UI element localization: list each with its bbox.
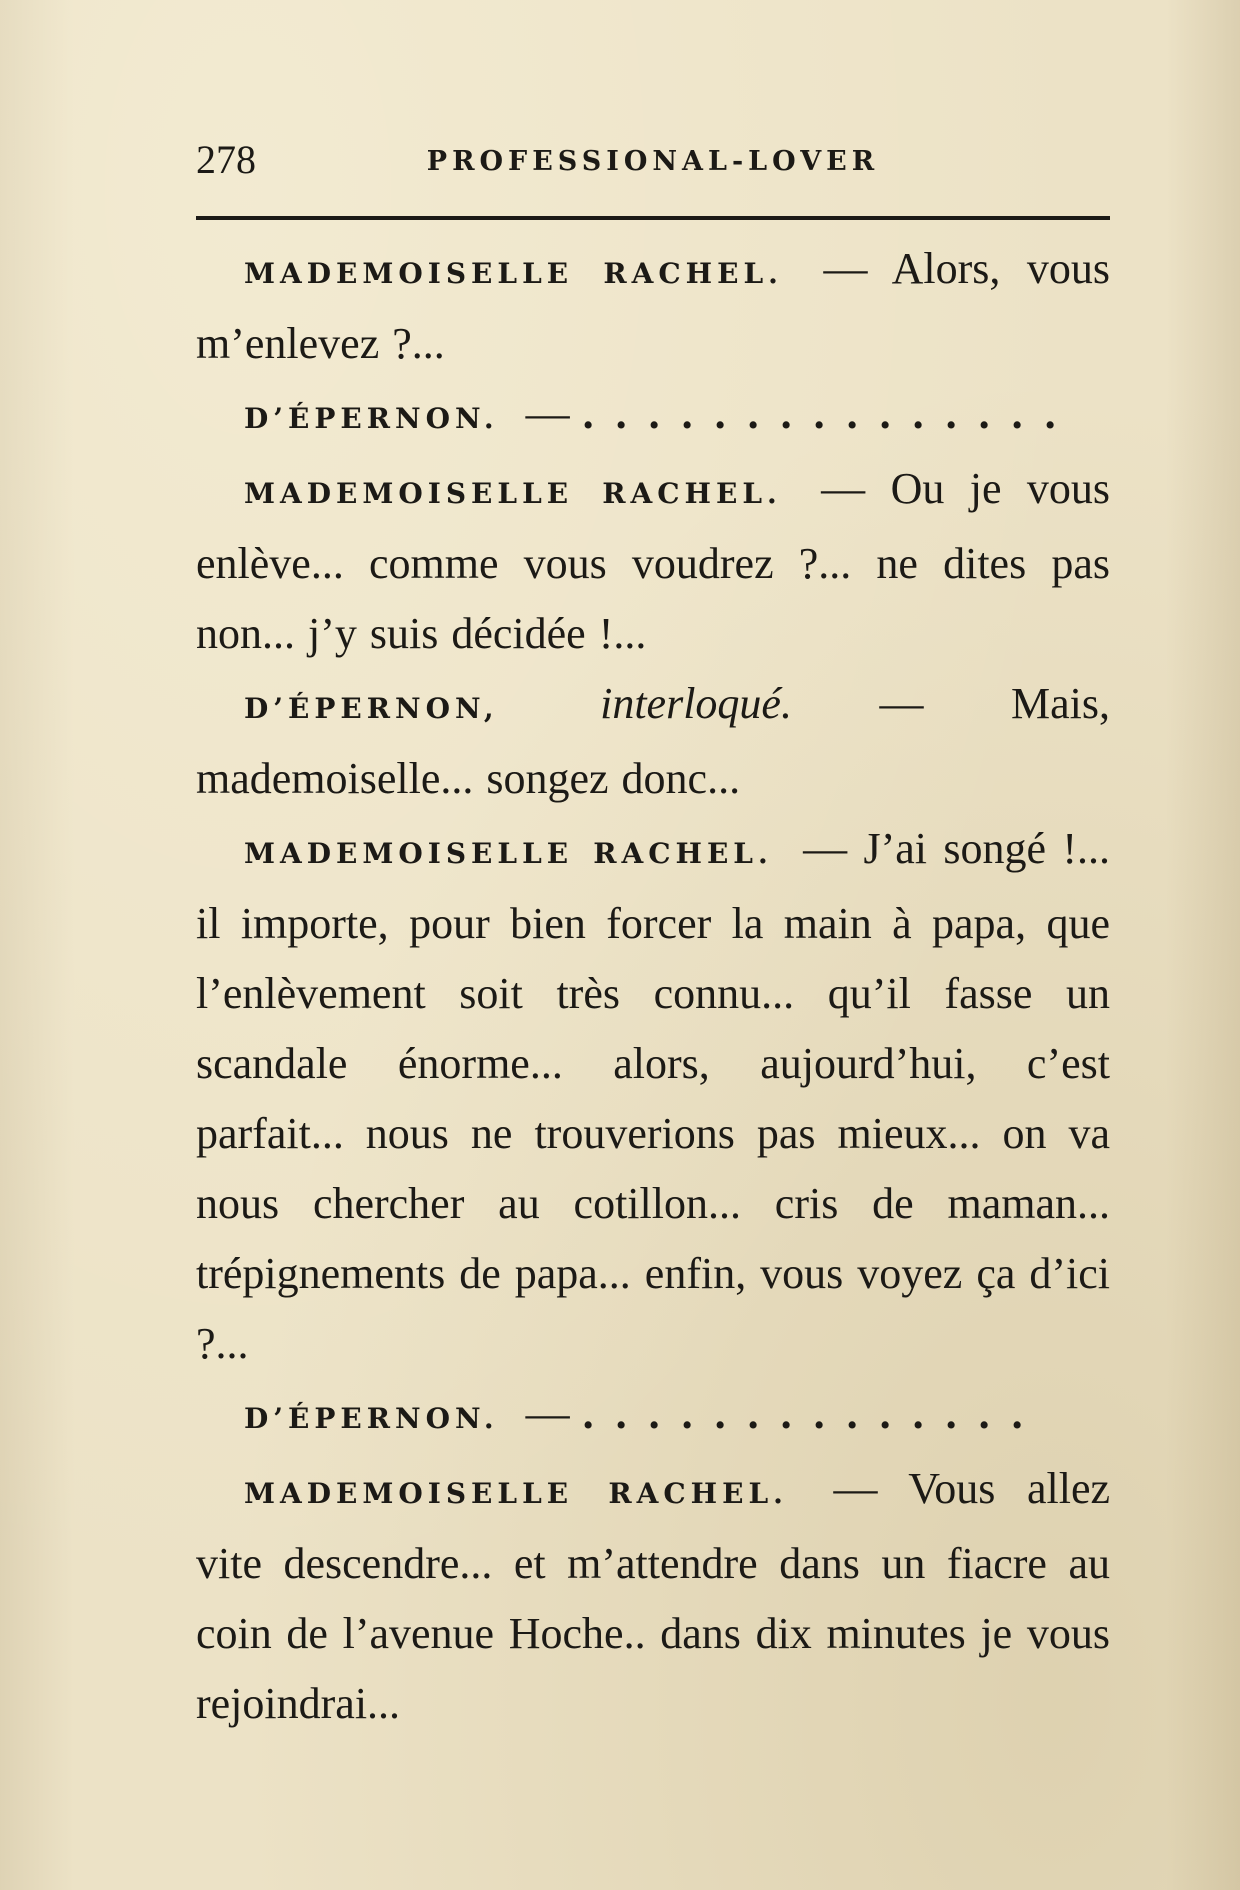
- speaker-name: MADEMOISELLE RACHEL.: [244, 477, 782, 510]
- running-title: PROFESSIONAL-LOVER: [426, 146, 880, 177]
- dialogue-dash: —: [833, 1464, 878, 1513]
- stage-direction: interloqué.: [600, 679, 792, 728]
- dialogue-paragraph: [196, 1379, 1110, 1454]
- speaker-name: D’ÉPERNON.: [244, 1402, 499, 1435]
- speaker-name: MADEMOISELLE RACHEL.: [244, 1477, 788, 1510]
- dialogue-dash: —: [803, 824, 848, 873]
- dialogue-paragraph: [196, 669, 1110, 814]
- dialogue-paragraph: [196, 234, 1110, 379]
- speaker-name: D’ÉPERNON.: [244, 402, 499, 435]
- silence-dots: ...............: [582, 389, 1078, 438]
- dialogue-paragraph: [196, 814, 1110, 1379]
- book-page: [196, 138, 1110, 1739]
- dialogue-paragraph: [196, 454, 1110, 669]
- dialogue-dash: —: [525, 1389, 570, 1438]
- dialogue-paragraph: [196, 1454, 1110, 1739]
- dialogue-text: J’ai songé !... il importe, pour bien forcer la main à papa, que l’enlèvement soit très connu... qu’il fasse un scandale énorme... alors, aujourd’hui, c’est parfait... nous ne trouverions pas mieux... on va nous chercher au cotillon... cris de maman... trépignements de papa... enfin, vous voyez ça d’ici ?...: [196, 824, 1110, 1368]
- page-number: 278: [196, 137, 256, 182]
- speaker-name: D’ÉPERNON,: [244, 692, 499, 725]
- dialogue-text: Vous allez vite descendre... et m’attendre dans un fiacre au coin de l’avenue Hoche.. dans dix minutes je vous rejoindrai...: [196, 1464, 1111, 1728]
- dialogue-dash: —: [879, 679, 924, 728]
- dialogue-paragraph: [196, 379, 1110, 454]
- dialogue-text: Mais, mademoiselle... songez donc...: [196, 679, 1111, 803]
- dialogue-dash: —: [823, 244, 868, 293]
- dialogue-text: Ou je vous enlève... comme vous voudrez ?... ne dites pas non... j’y suis décidée !...: [196, 464, 1111, 658]
- speaker-name: MADEMOISELLE RACHEL.: [244, 837, 773, 870]
- page-header: [196, 138, 1110, 220]
- silence-dots: ..............: [582, 1389, 1045, 1438]
- page-body: [196, 234, 1110, 1739]
- dialogue-dash: —: [525, 389, 570, 438]
- dialogue-text: Alors, vous m’enlevez ?...: [196, 244, 1110, 368]
- dialogue-dash: —: [821, 464, 866, 513]
- speaker-name: MADEMOISELLE RACHEL.: [244, 257, 783, 290]
